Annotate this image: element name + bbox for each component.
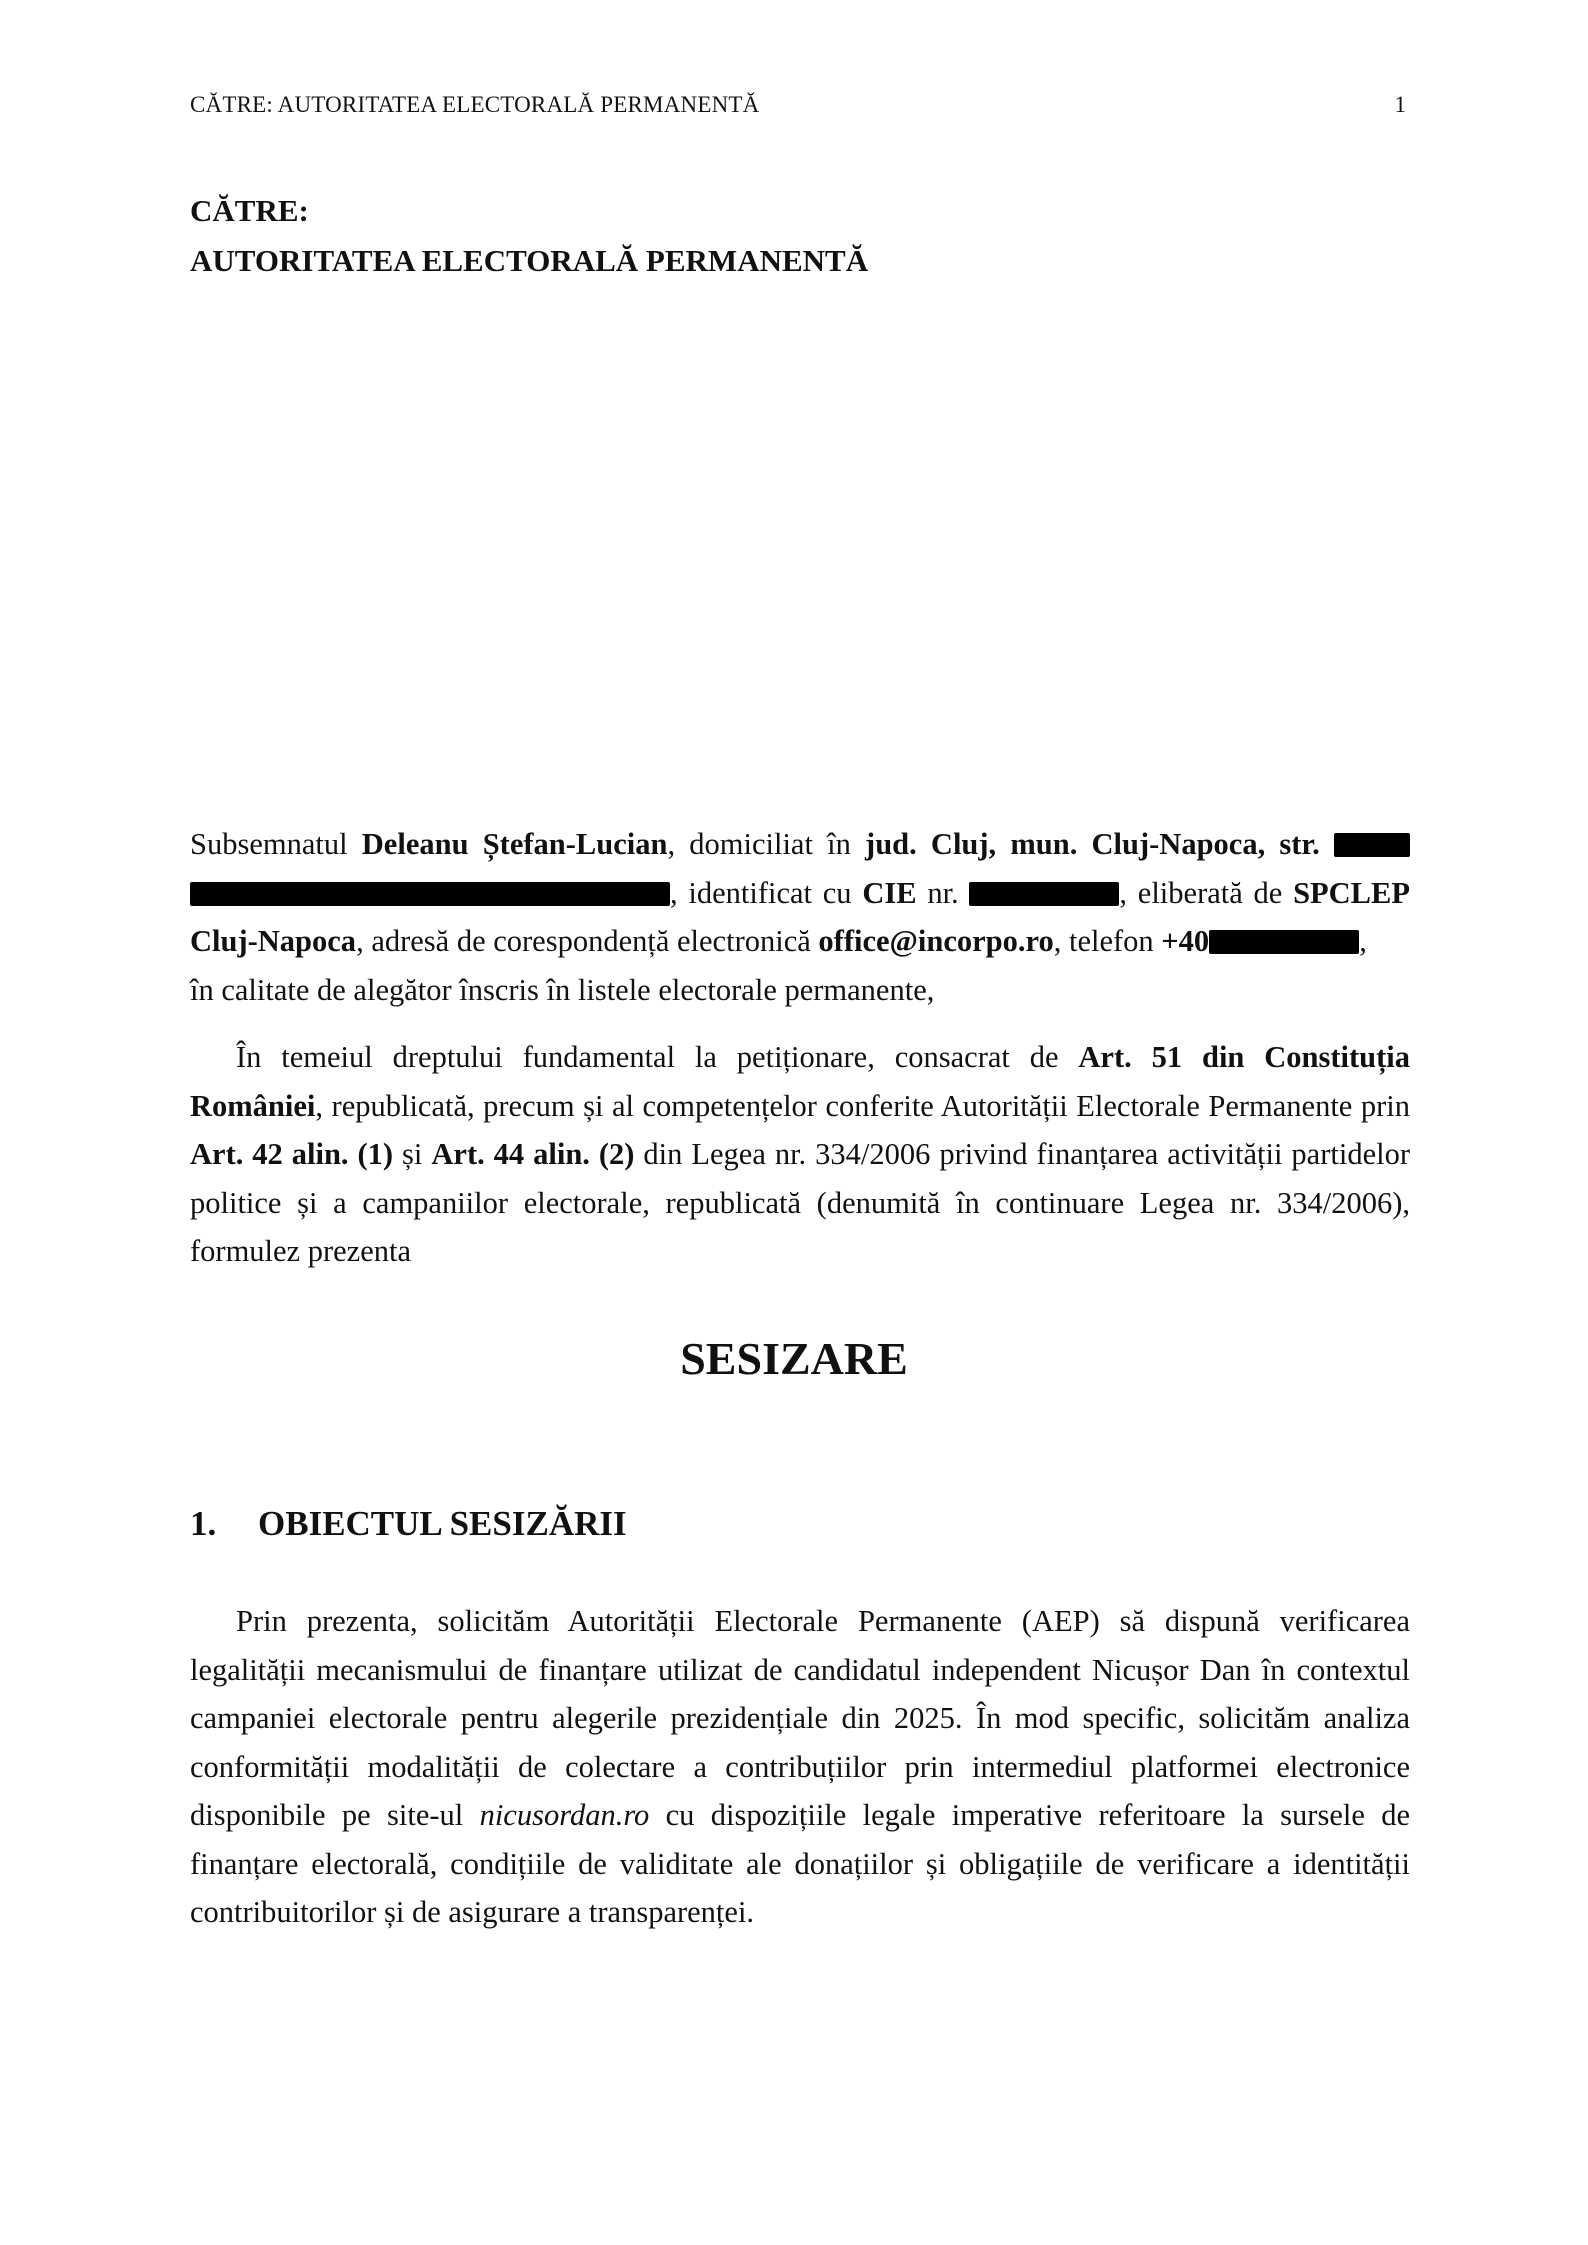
section-number: 1.	[190, 1504, 217, 1543]
intro-text: , domiciliat în	[667, 827, 866, 861]
document-title: SESIZARE	[680, 1333, 908, 1384]
petitioner-name: Deleanu Ștefan-Lucian	[361, 827, 668, 861]
addressee-institution: AUTORITATEA ELECTORALĂ PERMANENTĂ	[190, 243, 869, 278]
intro-text: Subsemnatul	[190, 827, 362, 861]
section-title: OBIECTUL SESIZĂRII	[258, 1504, 627, 1543]
section-text: cu dispozițiile legale imperative referitoare la sursele de finanțare electorală, condițiile de validitate ale donațiilor și obligațiile de verificare a identității contribuitorilor și de asigurare a transparenței.	[190, 1798, 1410, 1929]
running-header: CĂTRE: AUTORITATEA ELECTORALĂ PERMANENTĂ	[190, 92, 760, 117]
id-card-label: CIE	[862, 875, 917, 910]
article-reference: Art. 42 alin. (1)	[190, 1137, 394, 1171]
basis-text: În temeiul dreptului fundamental la petiționare, consacrat de	[236, 1040, 1079, 1074]
redaction-street	[1334, 833, 1410, 857]
constitution-reference: Art. 51 din Constituția României	[190, 1040, 1411, 1123]
phone-prefix: +40	[1161, 924, 1210, 958]
intro-text: , adresă de corespondență electronică	[356, 924, 819, 958]
basis-text: din Legea nr. 334/2006 privind finanțarea activității partidelor politice și a campaniilor electorale, republicată (denumită în continuare Legea nr. 334/2006), formulez prezenta	[190, 1137, 1410, 1268]
basis-text: și	[393, 1137, 432, 1171]
page-number: 1	[1394, 92, 1406, 117]
section-heading	[190, 1504, 627, 1544]
section-text: Prin prezenta, solicităm Autorității Electorale Permanente (AEP) să dispună verificarea legalității mecanismului de finanțare utilizat de candidatul independent Nicușor Dan în contextul campaniei electorale pentru alegerile prezidențiale din 2025. În mod specific, solicităm analiza conformității modalității de colectare a contribuțiilor prin intermediul platformei electronice disponibile pe site-ul	[190, 1604, 1410, 1832]
intro-text: nr.	[916, 875, 970, 910]
intro-text: în calitate de alegător înscris în listele electorale permanente,	[190, 972, 935, 1007]
basis-text: , republicată, precum și al competențelor conferite Autorității Electorale Permanente prin	[315, 1088, 1410, 1123]
intro-paragraph	[190, 820, 1410, 1014]
intro-text: , telefon	[1053, 924, 1162, 958]
intro-text: ,	[1359, 924, 1367, 958]
email-address: office@incorpo.ro	[818, 924, 1054, 958]
website-reference: nicusordan.ro	[479, 1798, 650, 1832]
redaction-id-number	[969, 882, 1119, 906]
legal-basis-paragraph	[190, 1033, 1410, 1276]
section-paragraph	[190, 1597, 1410, 1937]
redaction-phone	[1209, 930, 1359, 954]
addressee-label: CĂTRE:	[190, 193, 309, 228]
petitioner-address: jud. Cluj, mun. Cluj-Napoca, str.	[865, 827, 1320, 861]
redaction-address	[190, 882, 670, 906]
intro-text: , eliberată de	[1119, 875, 1294, 910]
intro-text: , identificat cu	[670, 875, 863, 910]
id-issuer: SPCLEP Cluj-Napoca	[190, 875, 1410, 958]
article-reference: Art. 44 alin. (2)	[431, 1137, 635, 1171]
